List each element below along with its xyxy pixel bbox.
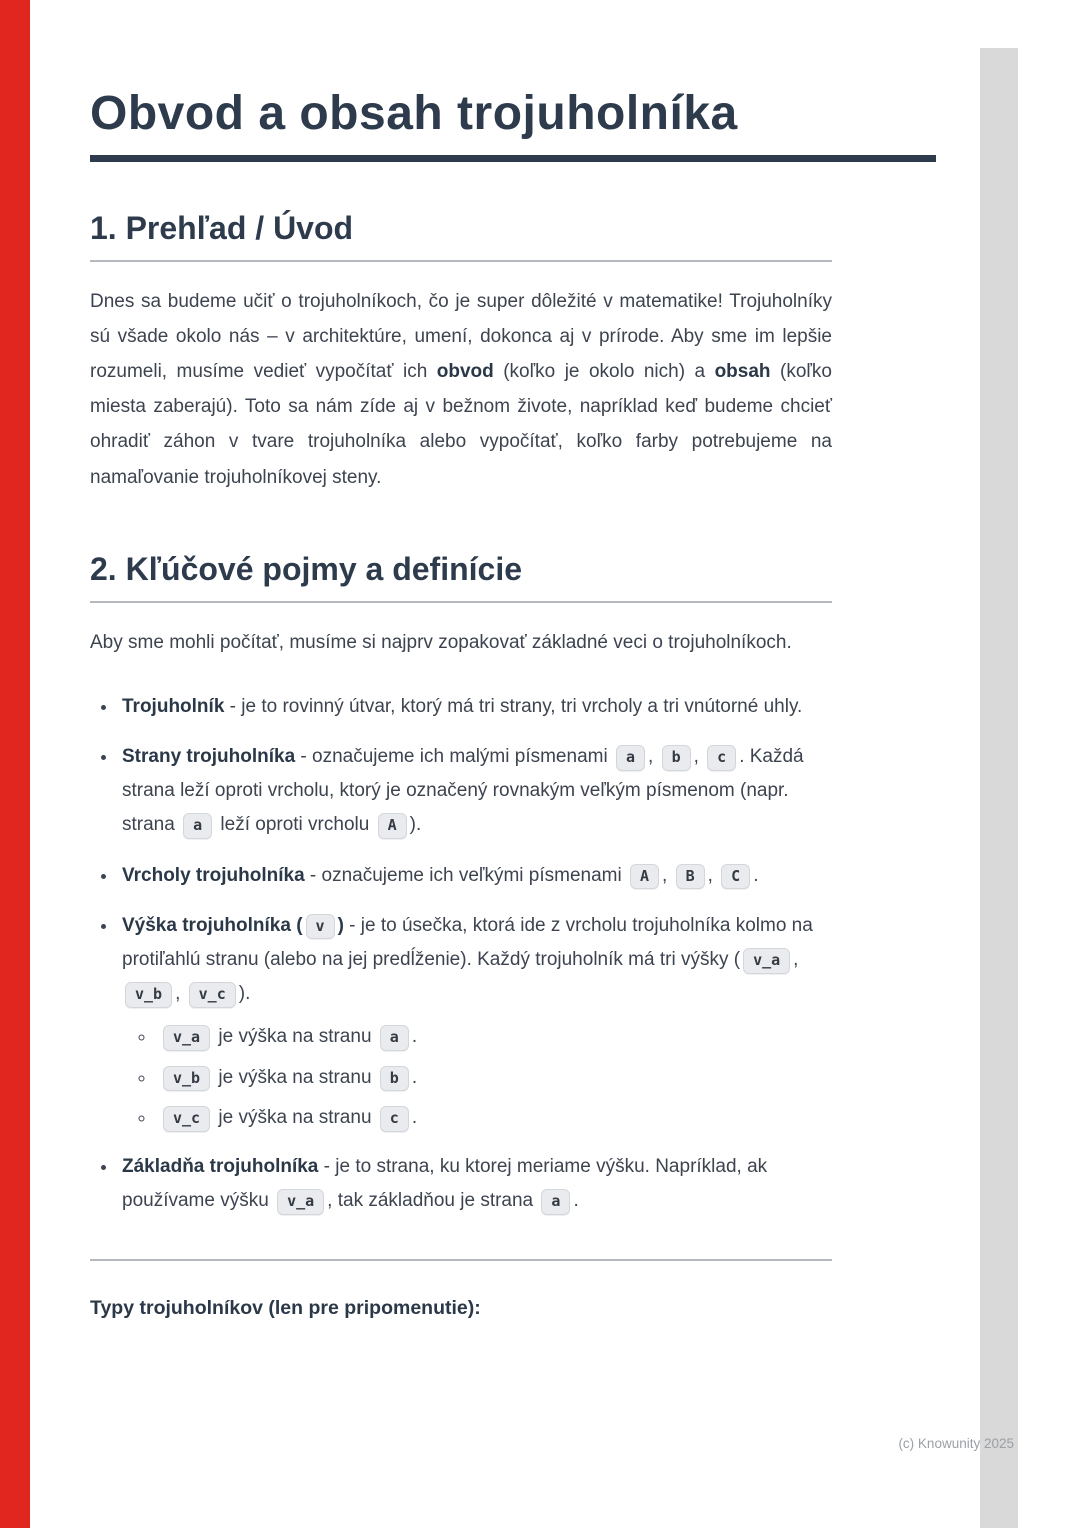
sub-item-vc bbox=[156, 1102, 832, 1134]
inline-code-chip: a bbox=[380, 1025, 409, 1051]
list-item-vyska bbox=[118, 909, 832, 1134]
text-segment: , tak základňou je strana bbox=[327, 1190, 539, 1212]
document-content bbox=[90, 0, 832, 1320]
copyright-footer: (c) Knowunity 2025 bbox=[898, 1436, 1014, 1451]
text-segment: . Každá strana leží oproti vrcholu, ktorý je označený rovnakým veľkým písmenom (napr. strana bbox=[122, 745, 804, 836]
text-segment: obvod bbox=[436, 361, 494, 383]
text-segment: je výška na stranu bbox=[213, 1066, 377, 1088]
section-2-intro: Aby sme mohli počítať, musíme si najprv zopakovať základné veci o trojuholníkoch. bbox=[90, 631, 792, 653]
inline-code-chip: c bbox=[707, 745, 736, 771]
left-accent-stripe bbox=[0, 0, 30, 1528]
inline-code-chip: a bbox=[183, 813, 212, 839]
inline-code-chip: a bbox=[541, 1189, 570, 1215]
section-1-divider bbox=[90, 260, 832, 262]
text-segment: Základňa trojuholníka bbox=[122, 1156, 319, 1178]
text-segment: je výška na stranu bbox=[213, 1026, 377, 1048]
list-item-text bbox=[122, 1156, 767, 1211]
text-segment: Strany trojuholníka bbox=[122, 745, 296, 767]
list-item-text bbox=[122, 696, 802, 717]
text-segment: , bbox=[793, 948, 799, 970]
list-item-vrcholy bbox=[118, 859, 832, 893]
section-2-divider bbox=[90, 601, 832, 603]
inline-code-chip: v bbox=[306, 914, 335, 940]
inline-code-chip: v_a bbox=[163, 1025, 210, 1051]
text-segment: ). bbox=[409, 814, 422, 836]
sub-item-text bbox=[160, 1107, 417, 1128]
section-2-heading: 2. Kľúčové pojmy a definície bbox=[90, 550, 523, 587]
sub-item-vb bbox=[156, 1062, 832, 1094]
text-segment: obsah bbox=[714, 361, 771, 383]
text-segment: Výška trojuholníka ( bbox=[122, 914, 303, 936]
heights-sublist bbox=[122, 1021, 832, 1134]
sub-item-text bbox=[160, 1026, 417, 1047]
text-segment: - označujeme ich malými písmenami bbox=[295, 745, 613, 767]
inline-code-chip: a bbox=[616, 745, 645, 771]
section-1-heading: 1. Prehľad / Úvod bbox=[90, 209, 354, 246]
list-item-trojuholnik bbox=[118, 690, 832, 724]
text-segment: , bbox=[707, 864, 719, 886]
list-item-strany bbox=[118, 740, 832, 843]
sub-item-va bbox=[156, 1021, 832, 1053]
bottom-section-divider bbox=[90, 1259, 832, 1261]
text-segment: (koľko je okolo nich) a bbox=[493, 361, 715, 383]
inline-code-chip: v_c bbox=[163, 1106, 210, 1132]
text-segment: - je to úsečka, ktorá ide z vrcholu trojuholníka kolmo na protiľahlú stranu (alebo na jej predĺženie). Každý trojuholník má tri výšky ( bbox=[122, 914, 813, 970]
text-segment: , bbox=[175, 983, 186, 1005]
text-segment: . bbox=[573, 1190, 579, 1212]
text-segment: (koľko miesta zaberajú). Toto sa nám zíde aj v bežnom živote, napríklad keď budeme chcieť ohradiť záhon v tvare trojuholníka alebo vypočítať, koľko farby potrebujeme na namaľovanie trojuholníkovej steny. bbox=[90, 361, 832, 488]
text-segment: - je to strana, ku ktorej meriame výšku. Napríklad, ak používame výšku bbox=[122, 1156, 768, 1212]
inline-code-chip: v_a bbox=[277, 1189, 324, 1215]
text-segment: . bbox=[411, 1106, 418, 1128]
list-item-text bbox=[122, 915, 813, 1004]
inline-code-chip: b bbox=[662, 745, 691, 771]
text-segment: leží oproti vrcholu bbox=[215, 814, 375, 836]
inline-code-chip: C bbox=[721, 864, 750, 890]
text-segment: Vrcholy trojuholníka bbox=[122, 864, 305, 886]
list-item-text bbox=[122, 746, 804, 835]
list-item-text bbox=[122, 865, 758, 886]
types-heading: Typy trojuholníkov (len pre pripomenutie): bbox=[90, 1296, 481, 1319]
section-1-paragraph bbox=[90, 284, 832, 495]
definitions-list bbox=[90, 690, 832, 1219]
text-segment: , bbox=[648, 745, 659, 767]
text-segment: . bbox=[753, 864, 759, 886]
text-segment: . bbox=[411, 1026, 418, 1048]
text-segment: ). bbox=[238, 983, 251, 1005]
text-segment: je výška na stranu bbox=[213, 1106, 377, 1128]
inline-code-chip: A bbox=[378, 813, 407, 839]
text-segment: Dnes sa budeme učiť o trojuholníkoch, čo je super dôležité v matematike! Trojuholníky sú všade okolo nás – v architektúre, umení, dokonca aj v prírode. Aby sme im lepšie rozumeli, musíme vedieť vypočítať ich bbox=[90, 290, 832, 383]
right-side-bar bbox=[980, 48, 1018, 1528]
inline-code-chip: A bbox=[630, 864, 659, 890]
sub-item-text bbox=[160, 1067, 417, 1088]
text-segment: . bbox=[411, 1066, 418, 1088]
inline-code-chip: c bbox=[380, 1106, 409, 1132]
text-segment: ) bbox=[337, 914, 344, 936]
inline-code-chip: B bbox=[676, 864, 705, 890]
text-segment: - je to rovinný útvar, ktorý má tri strany, tri vrcholy a tri vnútorné uhly. bbox=[224, 695, 803, 717]
page-title: Obvod a obsah trojuholníka bbox=[90, 87, 738, 140]
inline-code-chip: v_a bbox=[743, 948, 790, 974]
title-divider bbox=[90, 155, 936, 162]
text-segment: - označujeme ich veľkými písmenami bbox=[304, 864, 627, 886]
text-segment: , bbox=[662, 864, 673, 886]
inline-code-chip: v_b bbox=[163, 1066, 210, 1092]
inline-code-chip: b bbox=[380, 1066, 409, 1092]
text-segment: , bbox=[693, 745, 705, 767]
text-segment: Trojuholník bbox=[122, 695, 225, 717]
inline-code-chip: v_b bbox=[125, 982, 172, 1008]
list-item-zakladna bbox=[118, 1150, 832, 1218]
inline-code-chip: v_c bbox=[189, 982, 236, 1008]
